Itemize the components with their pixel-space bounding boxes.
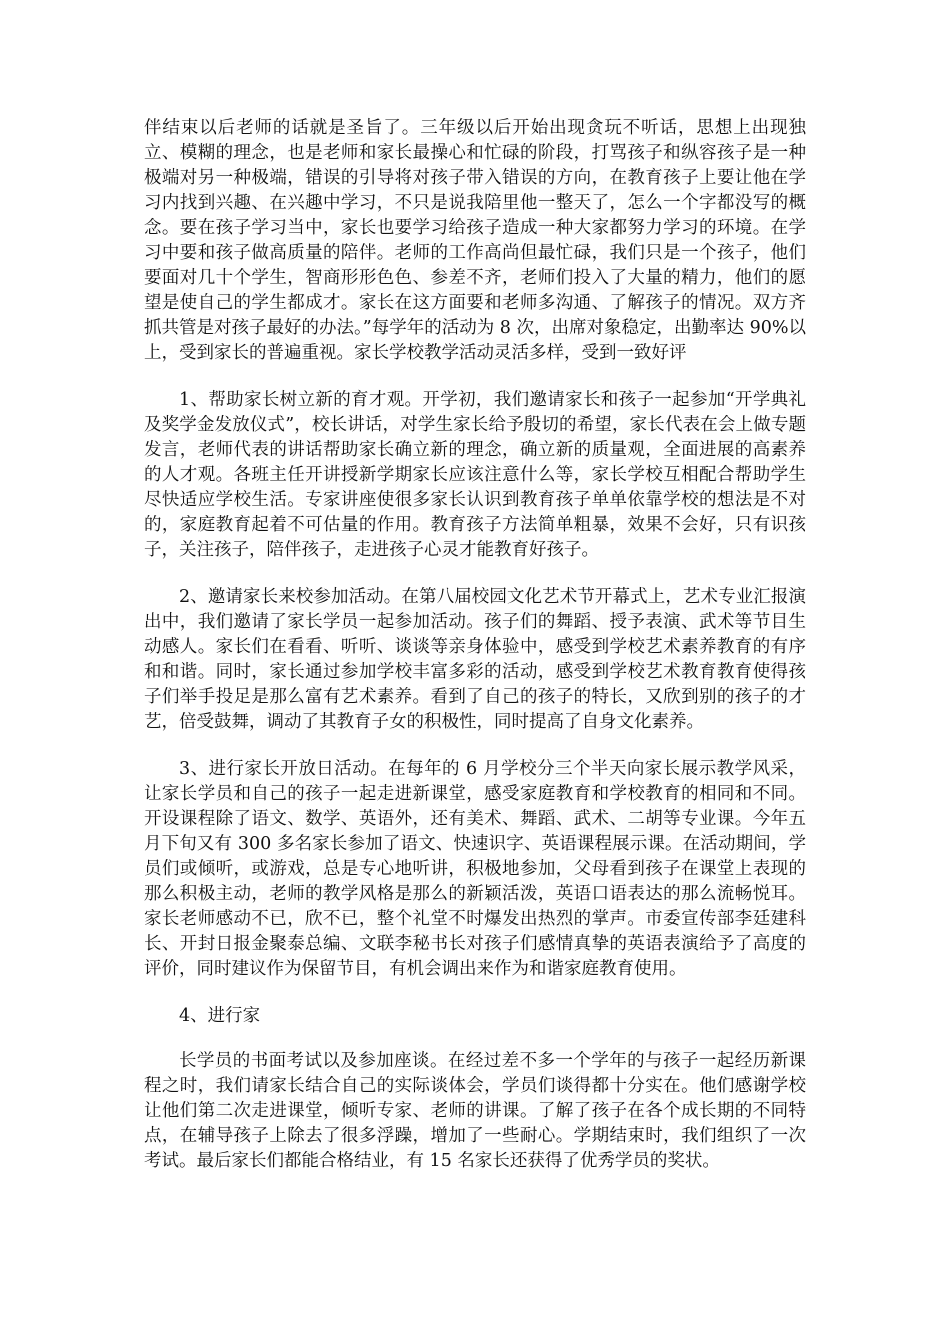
paragraph-item-4-body: 长学员的书面考试以及参加座谈。在经过差不多一个学年的与孩子一起经历新课程之时，我们请家长结合自己的实际谈体会，学员们谈得都十分实在。他们感谢学校让他们第二次走进课堂，倾听专家、老师的讲课。了解了孩子在各个成长期的不同特点，在辅导孩子上除去了很多浮躁，增加了一些耐心。学期结束时，我们组织了一次考试。最后家长们都能合格结业，有 15 名家长还获得了优秀学员的奖状。: [144, 1051, 806, 1171]
document-body: [144, 116, 806, 1196]
paragraph-item-4-heading: 4、进行家: [179, 1006, 261, 1026]
paragraph-intro: 伴结束以后老师的话就是圣旨了。三年级以后开始出现贪玩不听话，思想上出现独立、模糊的理念，也是老师和家长最操心和忙碌的阶段，打骂孩子和纵容孩子是一种极端对另一种极端，错误的引导将对孩子带入错误的方向，在教育孩子上要让他在学习内找到兴趣、在兴趣中学习，不只是说我陪里他一整天了，怎么一个字都没写的概念。要在孩子学习当中，家长也要学习给孩子造成一种大家都努力学习的环境。在学习中要和孩子做高质量的陪伴。老师的工作高尚但最忙碌，我们只是一个孩子，他们要面对几十个学生，智商形形色色、参差不齐，老师们投入了大量的精力，他们的愿望是使自己的学生都成才。家长在这方面要和老师多沟通、了解孩子的情况。双方齐抓共管是对孩子最好的办法。”每学年的活动为 8 次，出席对象稳定，出勤率达 90%以上，受到家长的普遍重视。家长学校教学活动灵活多样，受到一致好评: [144, 118, 806, 363]
paragraph-item-2: 2、邀请家长来校参加活动。在第八届校园文化艺术节开幕式上，艺术专业汇报演出中，我们邀请了家长学员一起参加活动。孩子们的舞蹈、授予表演、武术等节目生动感人。家长们在看看、听听、谈谈等亲身体验中，感受到学校艺术素养教育的有序和和谐。同时，家长通过参加学校丰富多彩的活动，感受到学校艺术教育教育使得孩子们举手投足是那么富有艺术素养。看到了自己的孩子的特长，又欣到别的孩子的才艺，倍受鼓舞，调动了其教育子女的积极性，同时提高了自身文化素养。: [144, 587, 806, 732]
paragraph-item-3: 3、进行家长开放日活动。在每年的 6 月学校分三个半天向家长展示教学风采，让家长学员和自己的孩子一起走进新课堂，感受家庭教育和学校教育的相同和不同。开设课程除了语文、数学、英语外，还有美术、舞蹈、武术、二胡等专业课。今年五月下旬又有 300 多名家长参加了语文、快速识字、英语课程展示课。在活动期间，学员们或倾听，或游戏，总是专心地听讲，积极地参加，父母看到孩子在课堂上表现的那么积极主动，老师的教学风格是那么的新颖活泼，英语口语表达的那么流畅悦耳。家长老师感动不已，欣不已，整个礼堂不时爆发出热烈的掌声。市委宣传部李廷建科长、开封日报金聚泰总编、文联李秘书长对孩子们感情真挚的英语表演给予了高度的评价，同时建议作为保留节目，有机会调出来作为和谐家庭教育使用。: [144, 759, 806, 979]
paragraph-item-1: 1、帮助家长树立新的育才观。开学初，我们邀请家长和孩子一起参加“开学典礼及奖学金发放仪式”，校长讲话，对学生家长给予殷切的希望，家长代表在会上做专题发言，老师代表的讲话帮助家长确立新的理念，确立新的质量观，全面进展的高素养的人才观。各班主任开讲授新学期家长应该注意什么等，家长学校互相配合帮助学生尽快适应学校生活。专家讲座使很多家长认识到教育孩子单单依靠学校的想法是不对的，家庭教育起着不可估量的作用。教育孩子方法简单粗暴，效果不会好，只有识孩子，关注孩子，陪伴孩子，走进孩子心灵才能教育好孩子。: [144, 390, 806, 560]
